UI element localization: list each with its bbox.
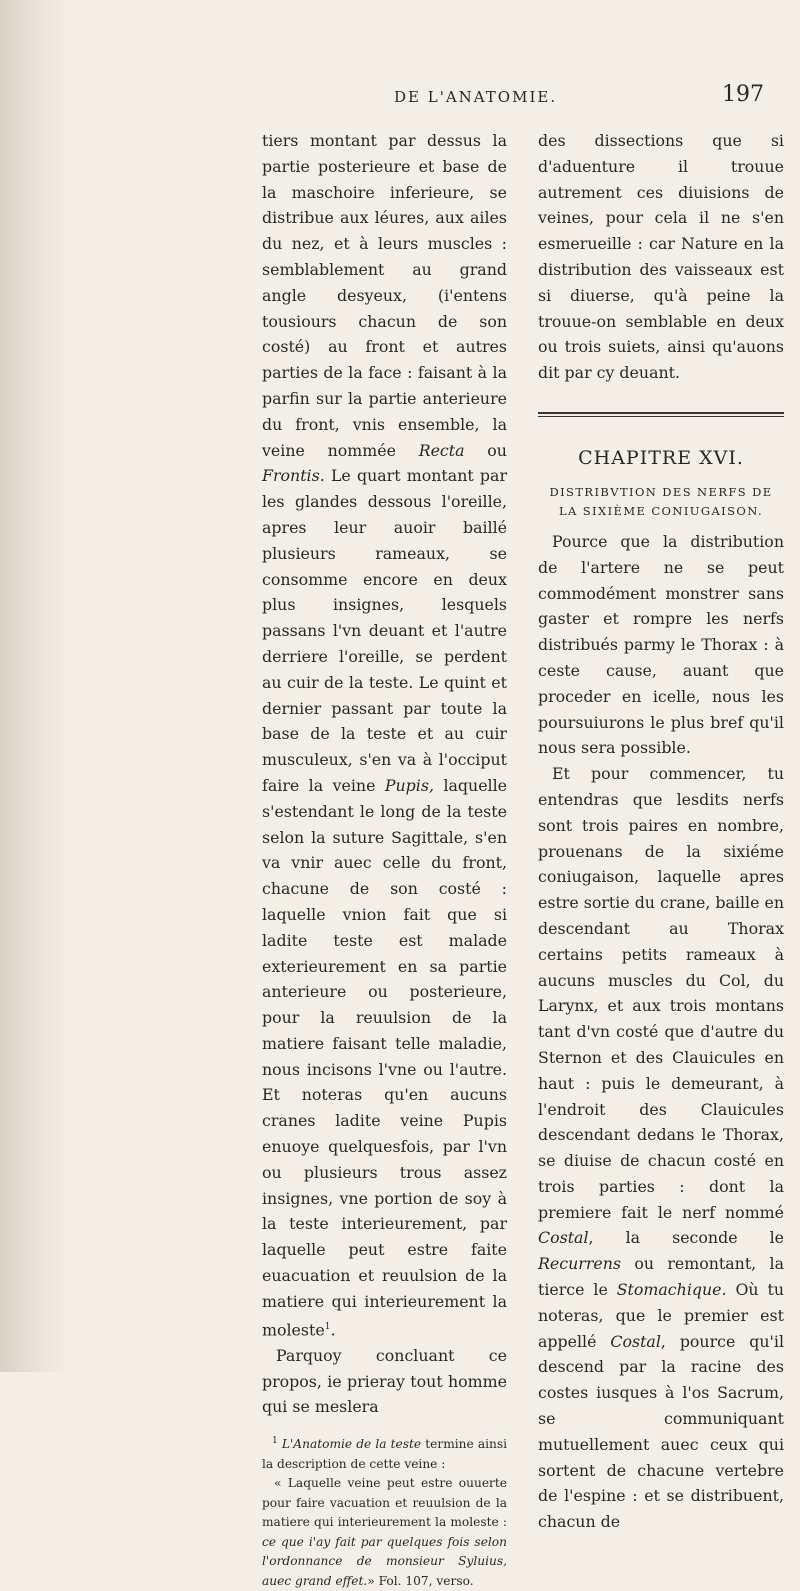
right-paragraph-2: Pource que la distribution de l'artere ne se peut commodément monstrer sans gaster et rompre les nerfs distribués parmy le Thorax : à ceste cause, auant que proceder en icelle, nous les poursuiurons le plus bref qu'il nous sera possible. — [538, 531, 784, 758]
chapter-rule — [538, 412, 784, 417]
running-head: DE L'ANATOMIE. — [394, 88, 558, 106]
left-paragraph-2: Parquoy concluant ce propos, ie prieray tout homme qui se meslera — [262, 1345, 507, 1417]
left-paragraph-1: tiers montant par dessus la partie posterieure et base de la maschoire inferieure, se distribue aux léures, aux ailes du nez, et à leurs muscles : semblablement au grand angle desyeux, (i'entens tousiours chacun de son costé) au front et autres parties de la face : faisant à la parfin sur la partie anterieure du front, vnis ensemble, la veine nommée Recta ou Frontis. Le quart montant par les glandes dessous l'oreille, apres leur auoir baillé plusieurs rameaux, se consomme encore en deux plus insignes, lesquels passans l'vn deuant et l'autre derriere l'oreille, se perdent au cuir de la teste. Le quint et dernier passant par toute la base de la teste et au cuir musculeux, s'en va à l'occiput faire la veine Pupis, laquelle s'estendant le long de la teste selon la suture Sagittale, s'en va vnir auec celle du front, chacune de son costé : laquelle vnion fait que si ladite teste est malade exterieurement en sa partie anterieure ou posterieure, pour la reuulsion de la matiere faisant telle maladie, nous incisons l'vne ou l'autre. Et noteras qu'en aucuns cranes ladite veine Pupis enuoye quelquesfois, par l'vn ou plusieurs trous assez insignes, vne portion de soy à la teste interieurement, par laquelle peut estre faite euacuation et reuulsion de la matiere qui interieurement la moleste$^1$. — [262, 131, 507, 1339]
page-number: 197 — [722, 82, 764, 107]
right-paragraph-1: des dissections que si d'aduenture il trouue autrement ces diuisions de veines, pour cela il ne s'en esmerueille : car Nature en la distribution des vaisseaux est si diuerse, qu'à peine la trouue-on semblable en deux ou trois suiets, ainsi qu'auons dit par cy deuant. — [538, 131, 784, 383]
right-column — [538, 128, 784, 1535]
chapter-subtitle: DISTRIBVTION DES NERFS DE LA SIXIÈME CONIUGAISON. — [549, 484, 773, 518]
chapter-title: CHAPITRE XVI. — [578, 446, 744, 469]
right-paragraph-3: Et pour commencer, tu entendras que lesdits nerfs sont trois paires en nombre, prouenans de la sixiéme coniugaison, laquelle apres estre sortie du crane, baille en descendant au Thorax certains petits rameaux à aucuns muscles du Col, du Larynx, et aux trois montans tant d'vn costé que d'autre du Sternon et des Clauicules en haut : puis le demeurant, à l'endroit des Clauicules descendant dedans le Thorax, se diuise de chacun costé en trois parties : dont la premiere fait le nerf nommé Costal, la seconde le Recurrens ou remontant, la tierce le Stomachique. Où tu noteras, que le premier est appellé Costal, pource qu'il descend par la racine des costes iusques à l'os Sacrum, se communiquant mutuellement auec ceux qui sortent de chacune vertebre de l'espine : et se distribuent, chacun de — [538, 764, 784, 1532]
footnote: $^1$ L'Anatomie de la teste termine ainsi la description de cette veine : — [262, 1436, 508, 1471]
binding-shadow — [0, 0, 70, 1372]
footnote-quote: « Laquelle veine peut estre ouuerte pour faire vacuation et reuulsion de la matiere qui interieurement la moleste : ce que i'ay fait par quelques fois selon l'ordonnance de monsieur Syluius, auec grand effet.» Fol. 107, verso. — [262, 1476, 507, 1588]
footnote-reference: 1 — [324, 1321, 331, 1332]
